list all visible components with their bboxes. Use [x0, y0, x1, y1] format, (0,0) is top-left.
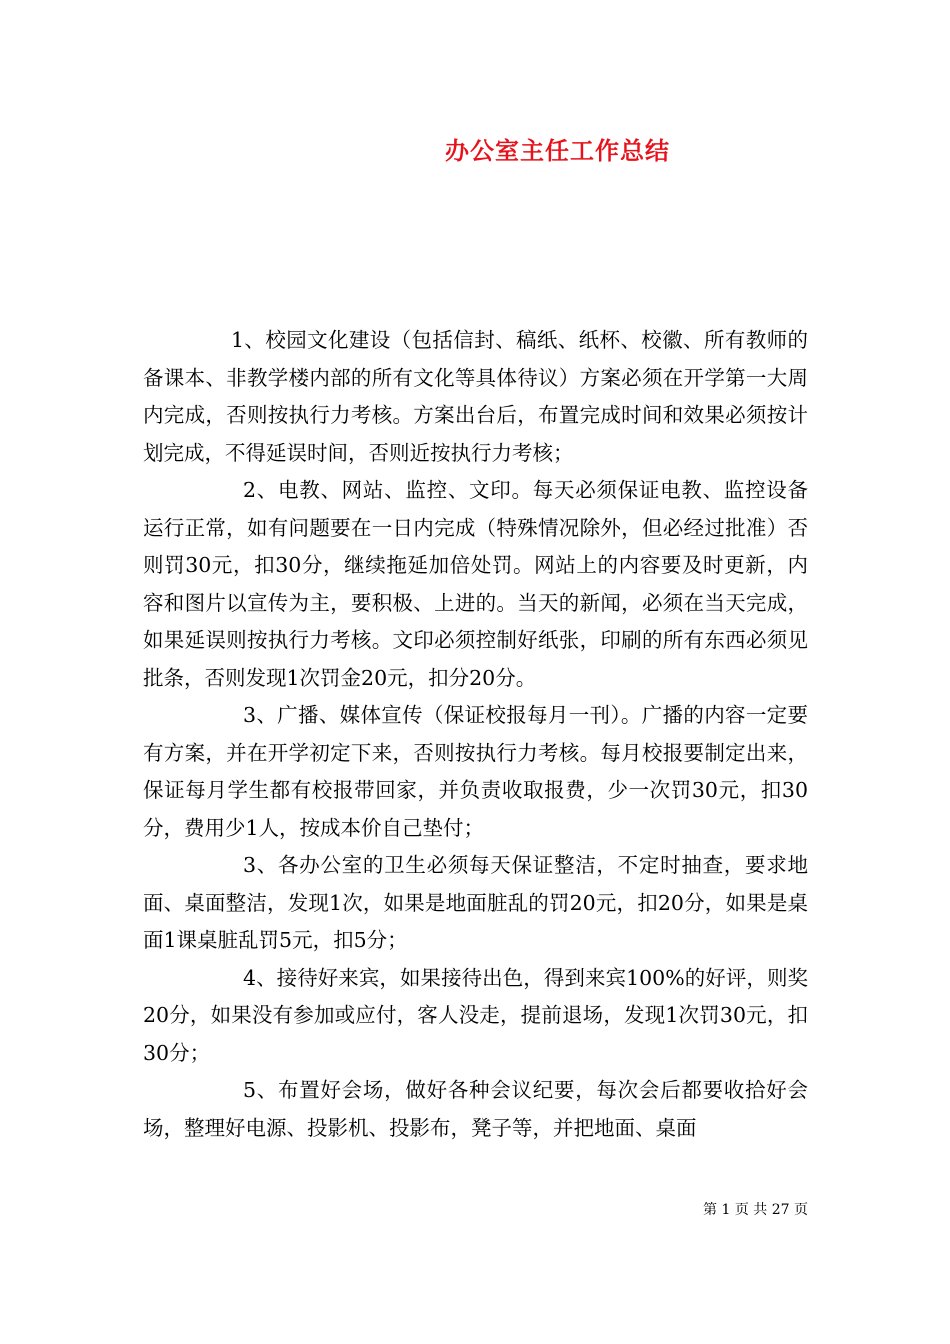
paragraph-1: 1、校园文化建设（包括信封、稿纸、纸杯、校徽、所有教师的备课本、非教学楼内部的所有文化等具体待议）方案必须在开学第一大周内完成，否则按执行力考核。方案出台后，布置完成时间和效果必须按计划完成，不得延误时间，否则近按执行力考核； — [143, 328, 808, 465]
document-title: 办公室主任工作总结 — [445, 136, 670, 165]
paragraph-5: 4、接待好来宾，如果接待出色，得到来宾100%的好评，则奖20分，如果没有参加或应付，客人没走，提前退场，发现1次罚30元，扣30分； — [143, 965, 808, 1065]
paragraph-6: 5、布置好会场，做好各种会议纪要，每次会后都要收拾好会场，整理好电源、投影机、投影布，凳子等，并把地面、桌面 — [143, 1078, 808, 1140]
paragraph-3: 3、广播、媒体宣传（保证校报每月一刊）。广播的内容一定要有方案，并在开学初定下来，否则按执行力考核。每月校报要制定出来，保证每月学生都有校报带回家，并负责收取报费，少一次罚30元，扣30分，费用少1人，按成本价自己垫付； — [143, 703, 808, 840]
paragraph-2: 2、电教、网站、监控、文印。每天必须保证电教、监控设备运行正常，如有问题要在一日内完成（特殊情况除外，但必经过批准）否则罚30元，扣30分，继续拖延加倍处罚。网站上的内容要及时更新，内容和图片以宣传为主，要积极、上进的。当天的新闻，必须在当天完成，如果延误则按执行力考核。文印必须控制好纸张，印刷的所有东西必须见批条，否则发现1次罚金20元，扣分20分。 — [143, 478, 808, 690]
paragraph-4: 3、各办公室的卫生必须每天保证整洁，不定时抽查，要求地面、桌面整洁，发现1次，如果是地面脏乱的罚20元，扣20分，如果是桌面1课桌脏乱罚5元，扣5分； — [143, 853, 808, 952]
document-body — [143, 322, 808, 1147]
page-number-footer: 第 1 页 共 27 页 — [703, 1202, 808, 1218]
